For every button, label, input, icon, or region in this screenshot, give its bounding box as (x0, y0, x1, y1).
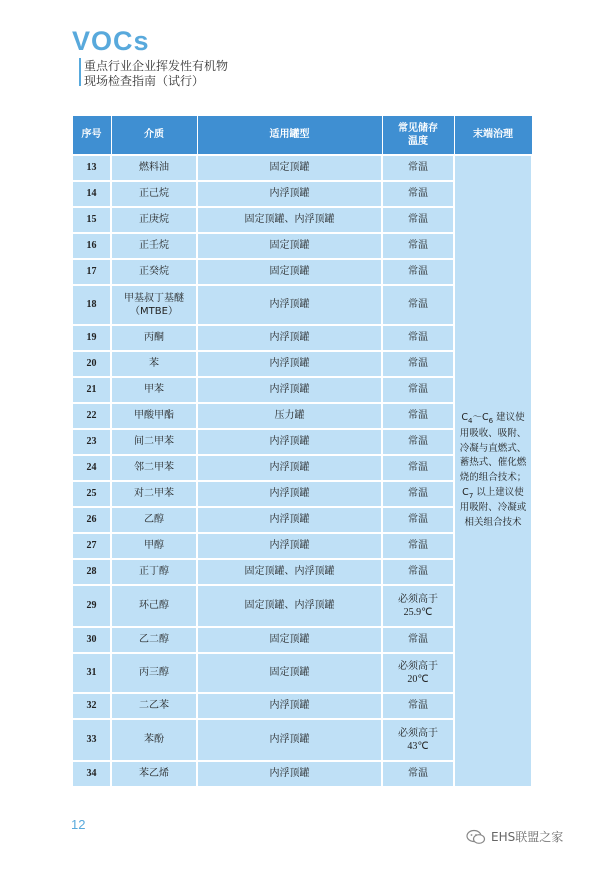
tank-type-cell: 内浮顶罐 (197, 181, 382, 207)
tank-type-cell: 内浮顶罐 (197, 507, 382, 533)
subtitle-accent-bar (79, 58, 81, 86)
storage-temp-cell: 必须高于 43℃ (382, 719, 454, 761)
storage-temp-cell: 常温 (382, 181, 454, 207)
end-treatment-note: $C_4\sim C_6$ 建议使用吸收、吸附、冷凝与直燃式、蓄热式、催化燃烧的组合技术；$C_7$ 以上建议使用吸附、冷凝或相关组合技术 (454, 155, 532, 787)
row-number: 14 (72, 181, 111, 207)
tank-type-cell: 内浮顶罐 (197, 481, 382, 507)
medium-cell: 丙酮 (111, 325, 197, 351)
storage-temp-cell: 常温 (382, 559, 454, 585)
medium-cell: 正庚烷 (111, 207, 197, 233)
row-number: 24 (72, 455, 111, 481)
row-number: 16 (72, 233, 111, 259)
storage-temp-cell: 必须高于 25.9℃ (382, 585, 454, 627)
storage-temp-cell: 常温 (382, 481, 454, 507)
row-number: 19 (72, 325, 111, 351)
row-number: 18 (72, 285, 111, 325)
storage-temp-cell: 常温 (382, 403, 454, 429)
storage-temp-cell: 常温 (382, 455, 454, 481)
tank-type-cell: 固定顶罐 (197, 233, 382, 259)
storage-temp-cell: 常温 (382, 429, 454, 455)
row-number: 27 (72, 533, 111, 559)
medium-cell: 二乙苯 (111, 693, 197, 719)
table-header-row (72, 116, 532, 156)
row-number: 34 (72, 761, 111, 787)
tank-type-cell: 内浮顶罐 (197, 761, 382, 787)
tank-type-cell: 固定顶罐 (197, 259, 382, 285)
storage-tank-table (71, 115, 533, 788)
medium-cell: 甲基叔丁基醚 （MTBE） (111, 285, 197, 325)
header-end-treatment: 末端治理 (454, 116, 532, 156)
medium-cell: 甲酸甲酯 (111, 403, 197, 429)
tank-type-cell: 内浮顶罐 (197, 285, 382, 325)
row-number: 30 (72, 627, 111, 653)
row-number: 23 (72, 429, 111, 455)
row-number: 20 (72, 351, 111, 377)
medium-cell: 甲苯 (111, 377, 197, 403)
header-storage-temp: 常见储存 温度 (382, 116, 454, 156)
medium-cell: 苯酚 (111, 719, 197, 761)
page-number: 12 (71, 817, 86, 832)
row-number: 21 (72, 377, 111, 403)
tank-type-cell: 固定顶罐 (197, 653, 382, 693)
row-number: 29 (72, 585, 111, 627)
tank-type-cell: 压力罐 (197, 403, 382, 429)
storage-temp-cell: 常温 (382, 325, 454, 351)
medium-cell: 环己醇 (111, 585, 197, 627)
medium-cell: 甲醇 (111, 533, 197, 559)
wechat-logo-icon (466, 829, 486, 845)
tank-type-cell: 固定顶罐、内浮顶罐 (197, 585, 382, 627)
row-number: 15 (72, 207, 111, 233)
medium-cell: 间二甲苯 (111, 429, 197, 455)
storage-temp-cell: 常温 (382, 693, 454, 719)
tank-type-cell: 内浮顶罐 (197, 325, 382, 351)
tank-type-cell: 内浮顶罐 (197, 693, 382, 719)
medium-cell: 正壬烷 (111, 233, 197, 259)
header-no: 序号 (72, 116, 111, 156)
subtitle-line-1: 重点行业企业挥发性有机物 (84, 59, 229, 73)
watermark (466, 828, 563, 845)
row-number: 32 (72, 693, 111, 719)
storage-temp-cell: 常温 (382, 233, 454, 259)
row-number: 31 (72, 653, 111, 693)
medium-cell: 邻二甲苯 (111, 455, 197, 481)
medium-cell: 正癸烷 (111, 259, 197, 285)
tank-type-cell: 固定顶罐、内浮顶罐 (197, 559, 382, 585)
table-body (72, 155, 532, 787)
storage-temp-cell: 常温 (382, 761, 454, 787)
row-number: 17 (72, 259, 111, 285)
tank-type-cell: 固定顶罐 (197, 627, 382, 653)
storage-temp-cell: 常温 (382, 627, 454, 653)
row-number: 22 (72, 403, 111, 429)
storage-temp-cell: 常温 (382, 377, 454, 403)
medium-cell: 正己烷 (111, 181, 197, 207)
medium-cell: 燃料油 (111, 155, 197, 181)
medium-cell: 丙三醇 (111, 653, 197, 693)
tank-type-cell: 内浮顶罐 (197, 533, 382, 559)
storage-temp-cell: 常温 (382, 259, 454, 285)
header-tank-type: 适用罐型 (197, 116, 382, 156)
storage-temp-cell: 常温 (382, 155, 454, 181)
medium-cell: 苯乙烯 (111, 761, 197, 787)
storage-temp-cell: 常温 (382, 285, 454, 325)
row-number: 26 (72, 507, 111, 533)
medium-cell: 乙醇 (111, 507, 197, 533)
tank-type-cell: 内浮顶罐 (197, 455, 382, 481)
medium-cell: 正丁醇 (111, 559, 197, 585)
watermark-text: EHS联盟之家 (491, 830, 564, 844)
tank-type-cell: 固定顶罐 (197, 155, 382, 181)
storage-temp-cell: 必须高于 20℃ (382, 653, 454, 693)
medium-cell: 对二甲苯 (111, 481, 197, 507)
storage-temp-cell: 常温 (382, 533, 454, 559)
tank-type-cell: 内浮顶罐 (197, 719, 382, 761)
tank-type-cell: 内浮顶罐 (197, 377, 382, 403)
subtitle-line-2: 现场检查指南（试行） (84, 74, 205, 88)
row-number: 33 (72, 719, 111, 761)
tank-type-cell: 固定顶罐、内浮顶罐 (197, 207, 382, 233)
storage-temp-cell: 常温 (382, 351, 454, 377)
row-number: 13 (72, 155, 111, 181)
brand-title: VOCs (72, 26, 150, 56)
row-number: 28 (72, 559, 111, 585)
header-medium: 介质 (111, 116, 197, 156)
medium-cell: 苯 (111, 351, 197, 377)
tank-type-cell: 内浮顶罐 (197, 429, 382, 455)
storage-temp-cell: 常温 (382, 207, 454, 233)
table-row (72, 155, 532, 181)
medium-cell: 乙二醇 (111, 627, 197, 653)
tank-type-cell: 内浮顶罐 (197, 351, 382, 377)
row-number: 25 (72, 481, 111, 507)
storage-temp-cell: 常温 (382, 507, 454, 533)
